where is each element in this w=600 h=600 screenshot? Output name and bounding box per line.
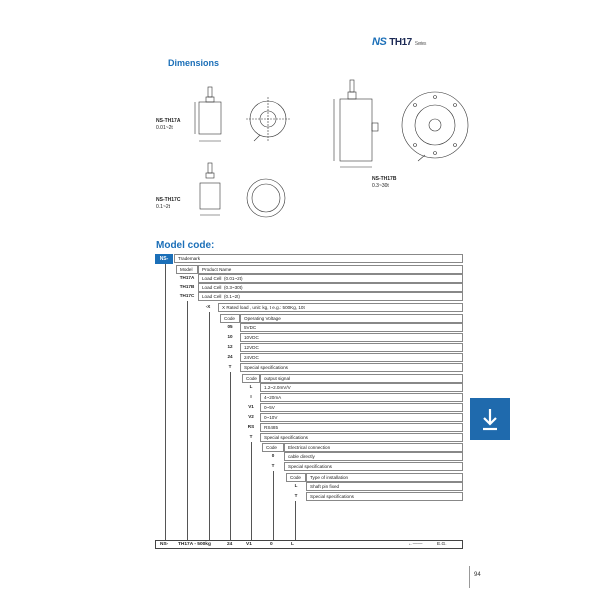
voltage-desc: Special specifications [240, 363, 463, 372]
page-number-divider [469, 566, 470, 588]
th17a-top-view [246, 97, 290, 141]
connector-line [230, 372, 231, 540]
example-part: 0 [270, 542, 273, 547]
voltage-code: 05 [227, 324, 233, 329]
connection-header-desc: Electrical connection [284, 443, 463, 452]
example-part: L [291, 542, 294, 547]
connection-code: T [271, 463, 275, 468]
model-desc-a: Load Cell (0.01~2t) [198, 274, 463, 283]
installation-desc: Special specifications [306, 492, 463, 501]
dimensions-heading: Dimensions [168, 58, 220, 68]
model-header-desc: Product Name [198, 265, 463, 274]
model-code-c: TH17C [179, 293, 195, 298]
connector-line [209, 312, 210, 540]
side-tab[interactable] [470, 398, 510, 440]
example-part: V1 [246, 542, 252, 547]
page-number: 94 [474, 572, 481, 578]
connection-desc: Special specifications [284, 462, 463, 471]
example-part: TH17A - 500kg [178, 542, 211, 547]
connector-line [295, 501, 296, 540]
brand-logo [372, 36, 426, 48]
voltage-desc: 24VDC [240, 353, 463, 362]
output-code: RS [247, 424, 255, 429]
output-code: T [249, 434, 253, 439]
rated-load-code: -X [205, 304, 211, 309]
example-code-row [155, 540, 463, 549]
series-name: TH17 [389, 37, 412, 48]
voltage-code: 24 [227, 354, 233, 359]
th17c-side-view [200, 163, 220, 215]
output-code: L [249, 384, 253, 389]
model-desc-b: Load Cell (0.3~30t) [198, 283, 463, 292]
connector-line [187, 301, 188, 540]
voltage-code: T [228, 364, 232, 369]
installation-desc: Shaft pin fixed [306, 482, 463, 491]
model-label-c: NS-TH17C 0.1~2t [156, 197, 181, 210]
installation-code: L [294, 483, 298, 488]
output-header-desc: output signal [260, 374, 463, 383]
output-code: I [250, 394, 252, 399]
voltage-header-desc: Operating Voltage [240, 314, 463, 323]
voltage-desc: 5VDC [240, 323, 463, 332]
model-label-a: NS-TH17A 0.01~2t [156, 118, 181, 131]
voltage-desc: 12VDC [240, 343, 463, 352]
model-header-code: Model [176, 265, 198, 274]
th17b-side-view [334, 80, 378, 167]
output-desc: 1.2~2.0mV/V [260, 383, 463, 392]
installation-header-desc: Type of installation [306, 473, 463, 482]
voltage-desc: 10VDC [240, 333, 463, 342]
output-desc: Special specifications [260, 433, 463, 442]
installation-header-code: Code [286, 473, 306, 482]
example-part: 24 [227, 542, 233, 547]
output-code: V1 [248, 404, 254, 409]
th17b-top-view [402, 92, 468, 161]
dimension-drawings [150, 75, 470, 235]
installation-code: T [294, 493, 298, 498]
output-desc: RS485 [260, 423, 463, 432]
model-code-a: TH17A [179, 275, 195, 280]
th17c-top-view [247, 179, 285, 217]
download-arrow-icon [470, 398, 510, 440]
voltage-code: 10 [227, 334, 233, 339]
voltage-code: 12 [227, 344, 233, 349]
connector-line [251, 442, 252, 540]
connection-desc: cable directly [284, 452, 463, 461]
trademark-label: Trademark [174, 254, 463, 263]
output-code: V2 [248, 414, 254, 419]
rated-load-desc: X Rated load , unit: kg, t e.g.: 500Kg, 10t [218, 303, 463, 312]
output-desc: 0~5V [260, 403, 463, 412]
model-code-heading: Model code: [156, 240, 215, 251]
output-header-code: Code [242, 374, 260, 383]
connector-line [273, 471, 274, 540]
model-code-b: TH17B [179, 284, 195, 289]
output-desc: 0~10V [260, 413, 463, 422]
example-arrow: ←—— [408, 542, 423, 547]
th17a-side-view [195, 87, 221, 141]
example-part: NS- [160, 542, 169, 547]
connection-code: 0 [271, 453, 275, 458]
connector-line [165, 264, 166, 540]
example-note: E.G. [437, 542, 447, 547]
model-label-b: NS-TH17B 0.3~30t [372, 176, 397, 189]
series-word: Series [414, 41, 426, 47]
output-desc: 4~20mA [260, 393, 463, 402]
brand-name: NS [372, 36, 387, 48]
model-desc-c: Load Cell (0.1~2t) [198, 292, 463, 301]
voltage-header-code: Code [220, 314, 240, 323]
prefix-badge: NS- [155, 254, 173, 264]
connection-header-code: Code [262, 443, 284, 452]
